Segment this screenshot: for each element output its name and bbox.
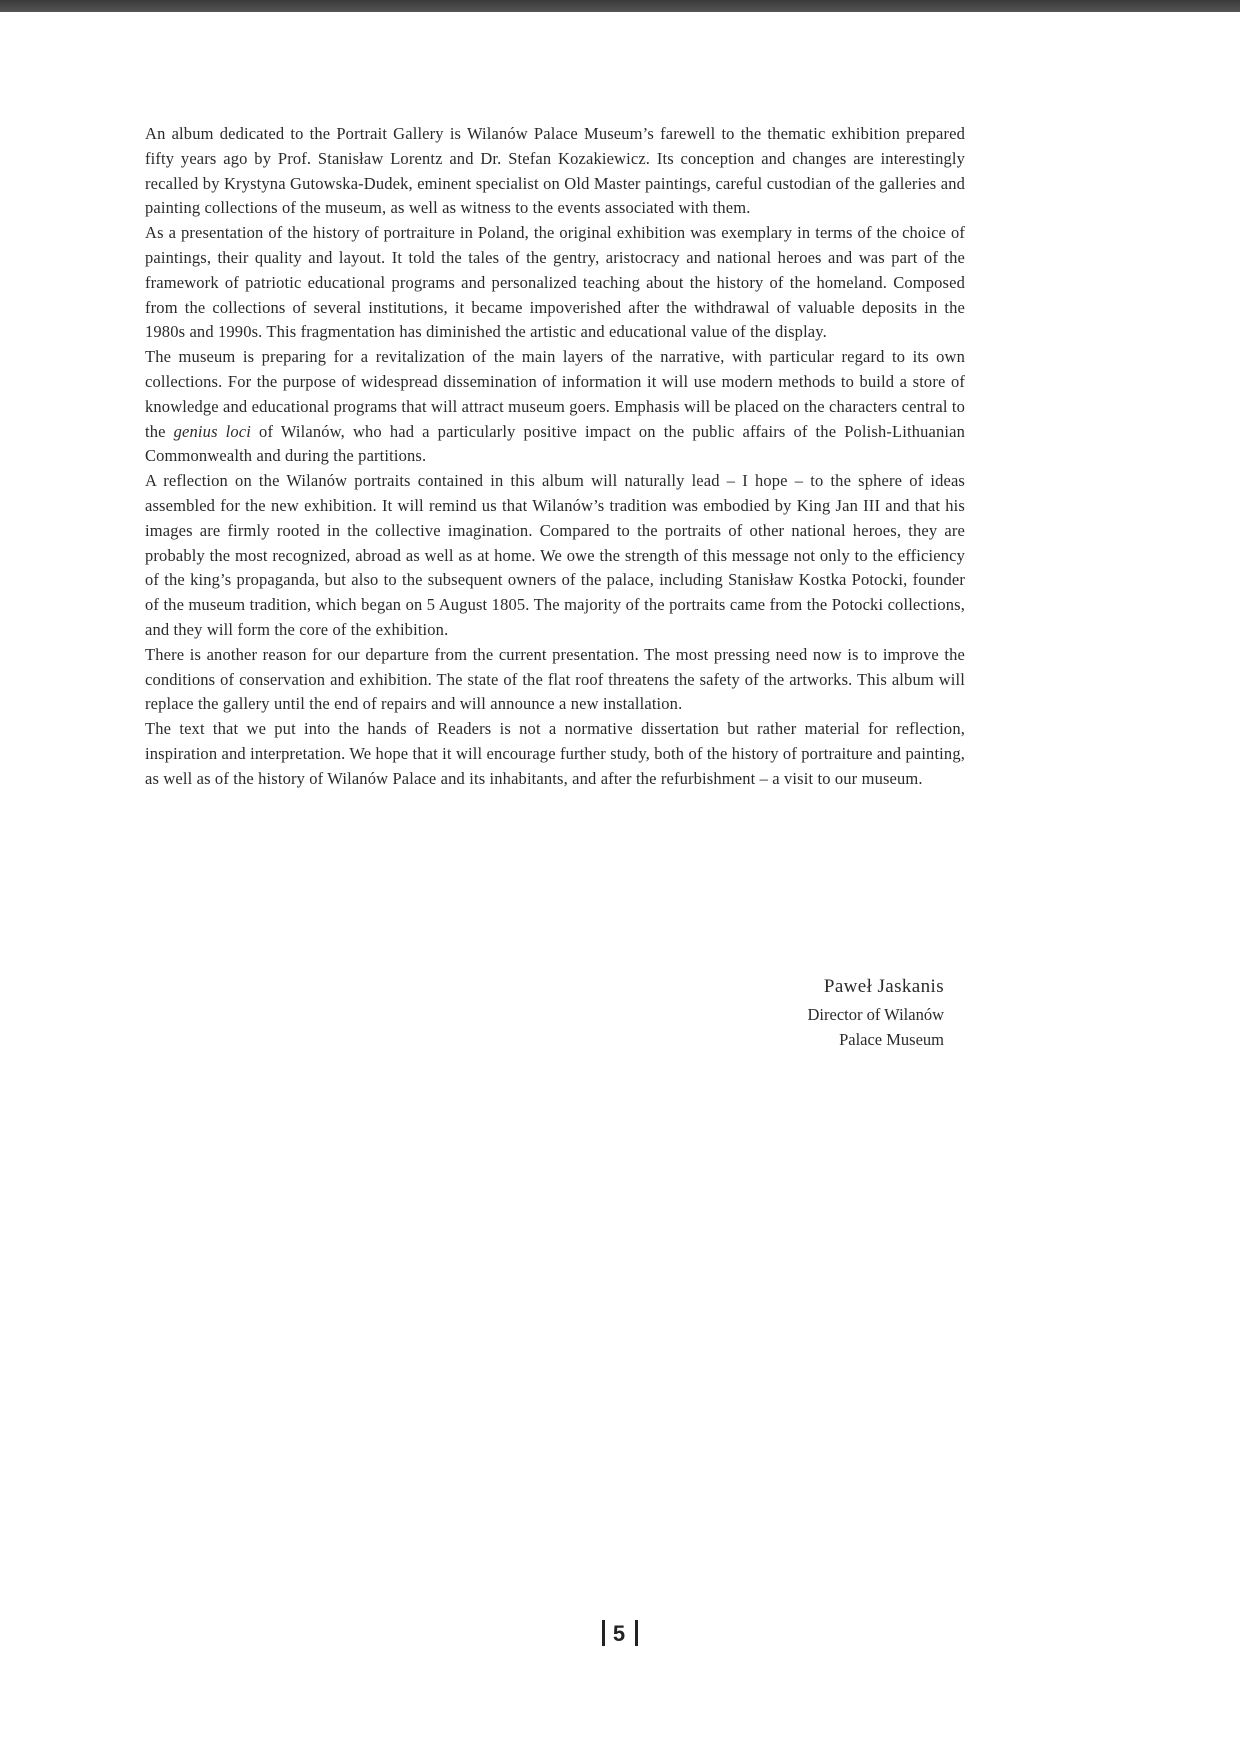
paragraph-intro xyxy=(145,122,965,221)
top-border-rule xyxy=(0,0,1240,12)
paragraph-original-exhibition xyxy=(145,221,965,345)
signatory-title-line-2: Palace Museum xyxy=(839,1030,944,1049)
paragraph-revitalization xyxy=(145,345,965,469)
signatory-title-line-1: Director of Wilanów xyxy=(807,1005,944,1024)
paragraph-text: There is another reason for our departure from the current presentation. The most pressing need now is to improve the conditions of conservation and exhibition. The state of the flat roof threatens the safety of the artworks. This album will replace the gallery until the end of repairs and will announce a new installation. xyxy=(145,644,965,714)
paragraph-closing xyxy=(145,717,965,791)
page-number-left-bar xyxy=(602,1620,605,1646)
paragraph-conservation xyxy=(145,643,965,717)
paragraph-text: The text that we put into the hands of Readers is not a normative dissertation but rather material for reflection, inspiration and interpretation. We hope that it will encourage further study, both of the history of portraiture and painting, as well as of the history of Wilanów Palace and its inhabitants, and after the refurbishment – a visit to our museum. xyxy=(145,719,965,788)
page-number-right-bar xyxy=(635,1620,638,1646)
signature-block xyxy=(808,972,945,1052)
paragraph-text: A reflection on the Wilanów portraits contained in this album will naturally lead – I hope – to the sphere of ideas assembled for the new exhibition. It will remind us that Wilanów’s tradition was embodied by King Jan III and that his images are firmly rooted in the collective imagination. Compared to the portraits of other national heroes, they are probably the most recognized, abroad as well as at home. We owe the strength of this message not only to the efficiency of the king’s propaganda, but also to the subsequent owners of the palace, including Stanisław Kostka Potocki, founder of the museum tradition, which began on 5 August 1805. The majority of the portraits came from the Potocki collections, and they will form the core of the exhibition. xyxy=(145,471,965,639)
paragraph-text: As a presentation of the history of portraiture in Poland, the original exhibition was exemplary in terms of the choice of paintings, their quality and layout. It told the tales of the gentry, aristocracy and national heroes and was part of the framework of patriotic educational programs and personalized teaching about the history of the homeland. Composed from the collections of several institutions, it became impoverished after the withdrawal of valuable deposits in the 1980s and 1990s. This fragmentation has diminished the artistic and educational value of the display. xyxy=(145,223,965,342)
body-text xyxy=(145,122,965,792)
paragraph-text: An album dedicated to the Portrait Gallery is Wilanów Palace Museum’s farewell to the thematic exhibition prepared fifty years ago by Prof. Stanisław Lorentz and Dr. Stefan Kozakiewicz. Its conception and changes are interestingly recalled by Krystyna Gutowska-Dudek, eminent specialist on Old Master paintings, careful custodian of the galleries and painting collections of the museum, as well as witness to the events associated with them. xyxy=(145,124,965,218)
italic-phrase: genius loci xyxy=(173,421,252,441)
page-number xyxy=(0,1620,1240,1647)
page-number-value: 5 xyxy=(612,1621,628,1646)
paragraph-text-continued: of Wilanów, who had a particularly positive impact on the public affairs of the Polish-Lithuanian Commonwealth and during the partitions. xyxy=(145,421,965,466)
paragraph-reflection xyxy=(145,469,965,643)
signatory-name: Paweł Jaskanis xyxy=(823,976,944,997)
paragraph-text: The museum is preparing for a revitalization of the main layers of the narrative, with particular regard to its own collections. For the purpose of widespread dissemination of information it will use modern methods to build a store of knowledge and educational programs that will attract museum goers. Emphasis will be placed on the characters central to the xyxy=(145,347,965,441)
